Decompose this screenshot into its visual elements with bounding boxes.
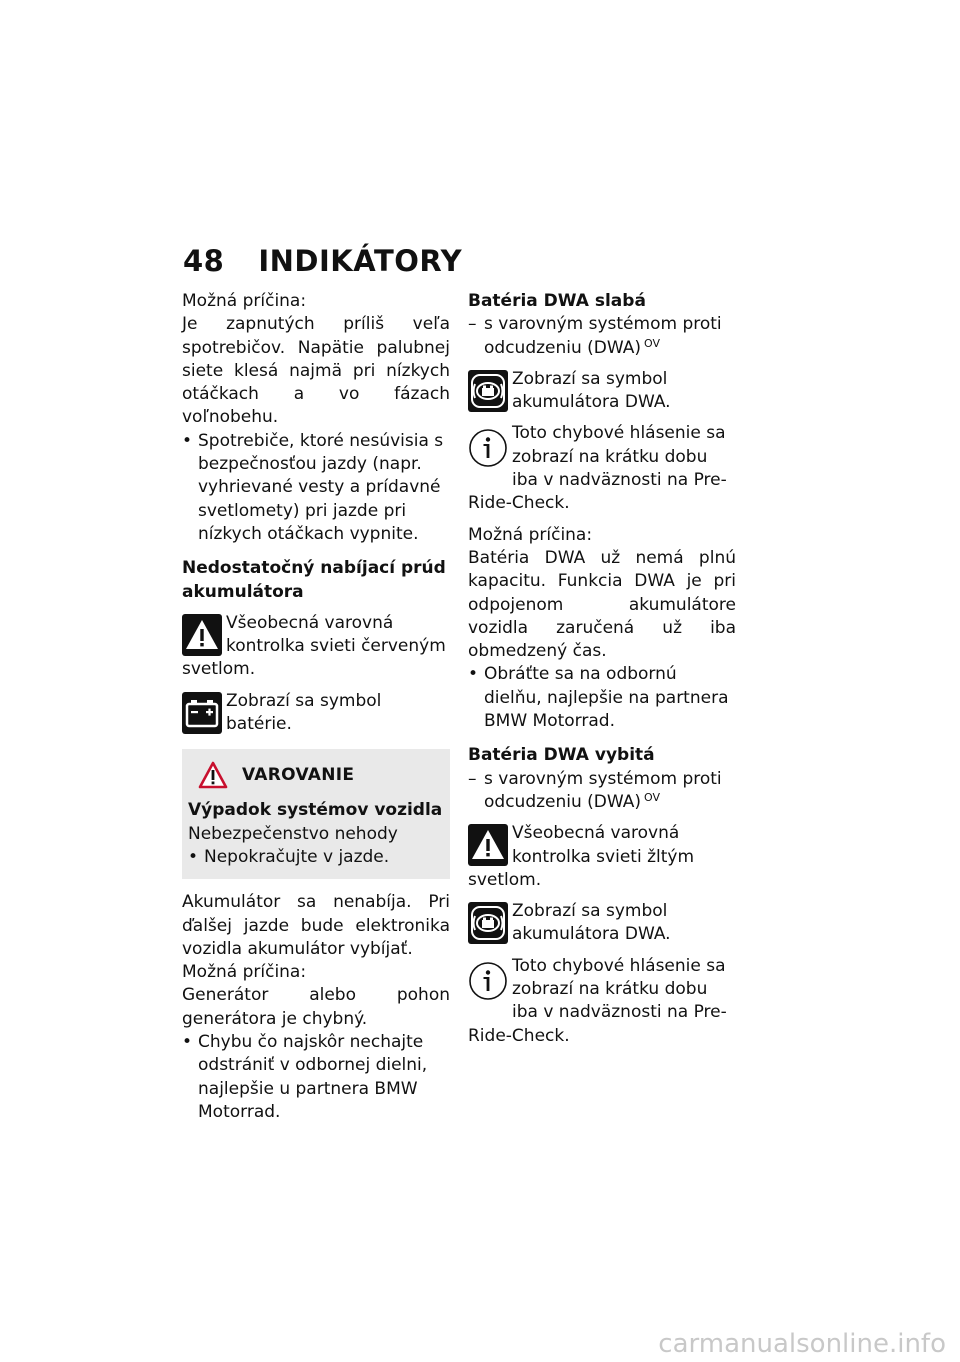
- page-header: [183, 244, 462, 278]
- option-superscript: OV: [644, 790, 661, 804]
- warning-text: Nebezpečenstvo nehody: [188, 823, 398, 844]
- section-heading: Nedostatočný nabíjací prúd akumulátora: [182, 558, 446, 602]
- dash-text-wrap: [484, 313, 736, 360]
- cause-text: Generátor alebo pohon generátora je chybný.: [182, 985, 450, 1029]
- warning-lamp-row: [182, 612, 450, 682]
- watermark: carmanualsonline.info: [658, 1328, 946, 1359]
- dwa-symbol-row: [468, 900, 736, 947]
- dwa-battery-icon: [468, 370, 508, 412]
- warning-bullet: [188, 846, 444, 869]
- battery-symbol-row: [182, 690, 450, 737]
- left-column: [182, 290, 450, 1124]
- paragraph: Akumulátor sa nenabíja. Pri ďalšej jazde bude elektronika vozidla akumulátor vybíjať.: [182, 892, 450, 959]
- warning-header: [188, 761, 444, 789]
- bullet-text: Obráťte sa na odbornú dielňu, najlepšie na partnera BMW Motorrad.: [484, 664, 729, 732]
- warning-lamp-row: [468, 822, 736, 892]
- bullet-item: [182, 1031, 450, 1124]
- bullet-mark: •: [182, 1032, 193, 1053]
- page-number: 48: [183, 244, 225, 278]
- battery-symbol-text: Zobrazí sa symbol batérie.: [226, 690, 382, 735]
- general-warning-icon: [182, 614, 222, 656]
- dash-mark: –: [468, 768, 477, 789]
- bullet-text: Spotrebiče, ktoré nesúvisia s bezpečnosťou jazdy (napr. vyhrievané vesty a prídavné svetlomety) pri jazde pri nízkych otáčkach vypnite.: [198, 430, 444, 544]
- info-text: Toto chybové hlásenie sa zobrazí na krátku dobu iba v nadväznosti na Pre-Ride-Check.: [468, 955, 727, 1046]
- warning-subtitle: Výpadok systémov vozidla: [188, 800, 443, 821]
- cause-label: Možná príčina:: [182, 291, 307, 311]
- bullet-text: Chybu čo najskôr nechajte odstrániť v odbornej dielni, najlepšie u partnera BMW Motorrad.: [198, 1032, 428, 1122]
- warning-triangle-icon: [198, 761, 228, 789]
- cause-text: Batéria DWA už nemá plnú kapacitu. Funkcia DWA je pri odpojenom akumulátore vozidla zaručená už iba obmedzený čas.: [468, 547, 736, 662]
- dash-text: s varovným systémom proti odcudzeniu (DWA): [484, 768, 722, 812]
- right-column: [468, 290, 736, 1048]
- section-heading: Batéria DWA slabá: [468, 291, 646, 311]
- warning-title: VAROVANIE: [242, 764, 355, 785]
- warning-lamp-text: Všeobecná varovná kontrolka svieti červeným svetlom.: [182, 612, 446, 680]
- info-row: [468, 955, 736, 1048]
- info-icon: [468, 428, 508, 468]
- general-warning-icon: [468, 824, 508, 866]
- info-icon: [468, 961, 508, 1001]
- bullet-mark: •: [182, 430, 193, 451]
- info-text: Toto chybové hlásenie sa zobrazí na krátku dobu iba v nadväznosti na Pre-Ride-Check.: [468, 423, 727, 514]
- bullet-mark: •: [468, 664, 479, 685]
- info-row: [468, 422, 736, 515]
- cause-label: Možná príčina:: [182, 962, 307, 983]
- dash-text: s varovným systémom proti odcudzeniu (DWA): [484, 314, 722, 358]
- dash-mark: –: [468, 314, 477, 335]
- option-superscript: OV: [644, 336, 661, 350]
- section-heading: Batéria DWA vybitá: [468, 745, 655, 766]
- cause-text: Je zapnutých príliš veľa spotrebičov. Napätie palubnej siete klesá najmä pri nízkych otáčkach a vo fázach voľnobehu.: [182, 314, 450, 428]
- dwa-battery-icon: [468, 902, 508, 944]
- dash-item: [468, 768, 736, 815]
- page-title: INDIKÁTORY: [258, 244, 463, 278]
- warning-box: [182, 749, 450, 879]
- dwa-symbol-row: [468, 368, 736, 415]
- bullet-mark: •: [188, 846, 199, 867]
- bullet-text: Nepokračujte v jazde.: [204, 846, 390, 867]
- dash-text-wrap: [484, 768, 736, 815]
- warning-lamp-text: Všeobecná varovná kontrolka svieti žltým svetlom.: [468, 823, 695, 890]
- bullet-item: [468, 663, 736, 733]
- dwa-symbol-text: Zobrazí sa symbol akumulátora DWA.: [512, 368, 671, 413]
- dash-item: [468, 313, 736, 360]
- battery-icon: [182, 692, 222, 734]
- bullet-item: [182, 430, 450, 546]
- dwa-symbol-text: Zobrazí sa symbol akumulátora DWA.: [512, 901, 671, 945]
- cause-label: Možná príčina:: [468, 524, 593, 545]
